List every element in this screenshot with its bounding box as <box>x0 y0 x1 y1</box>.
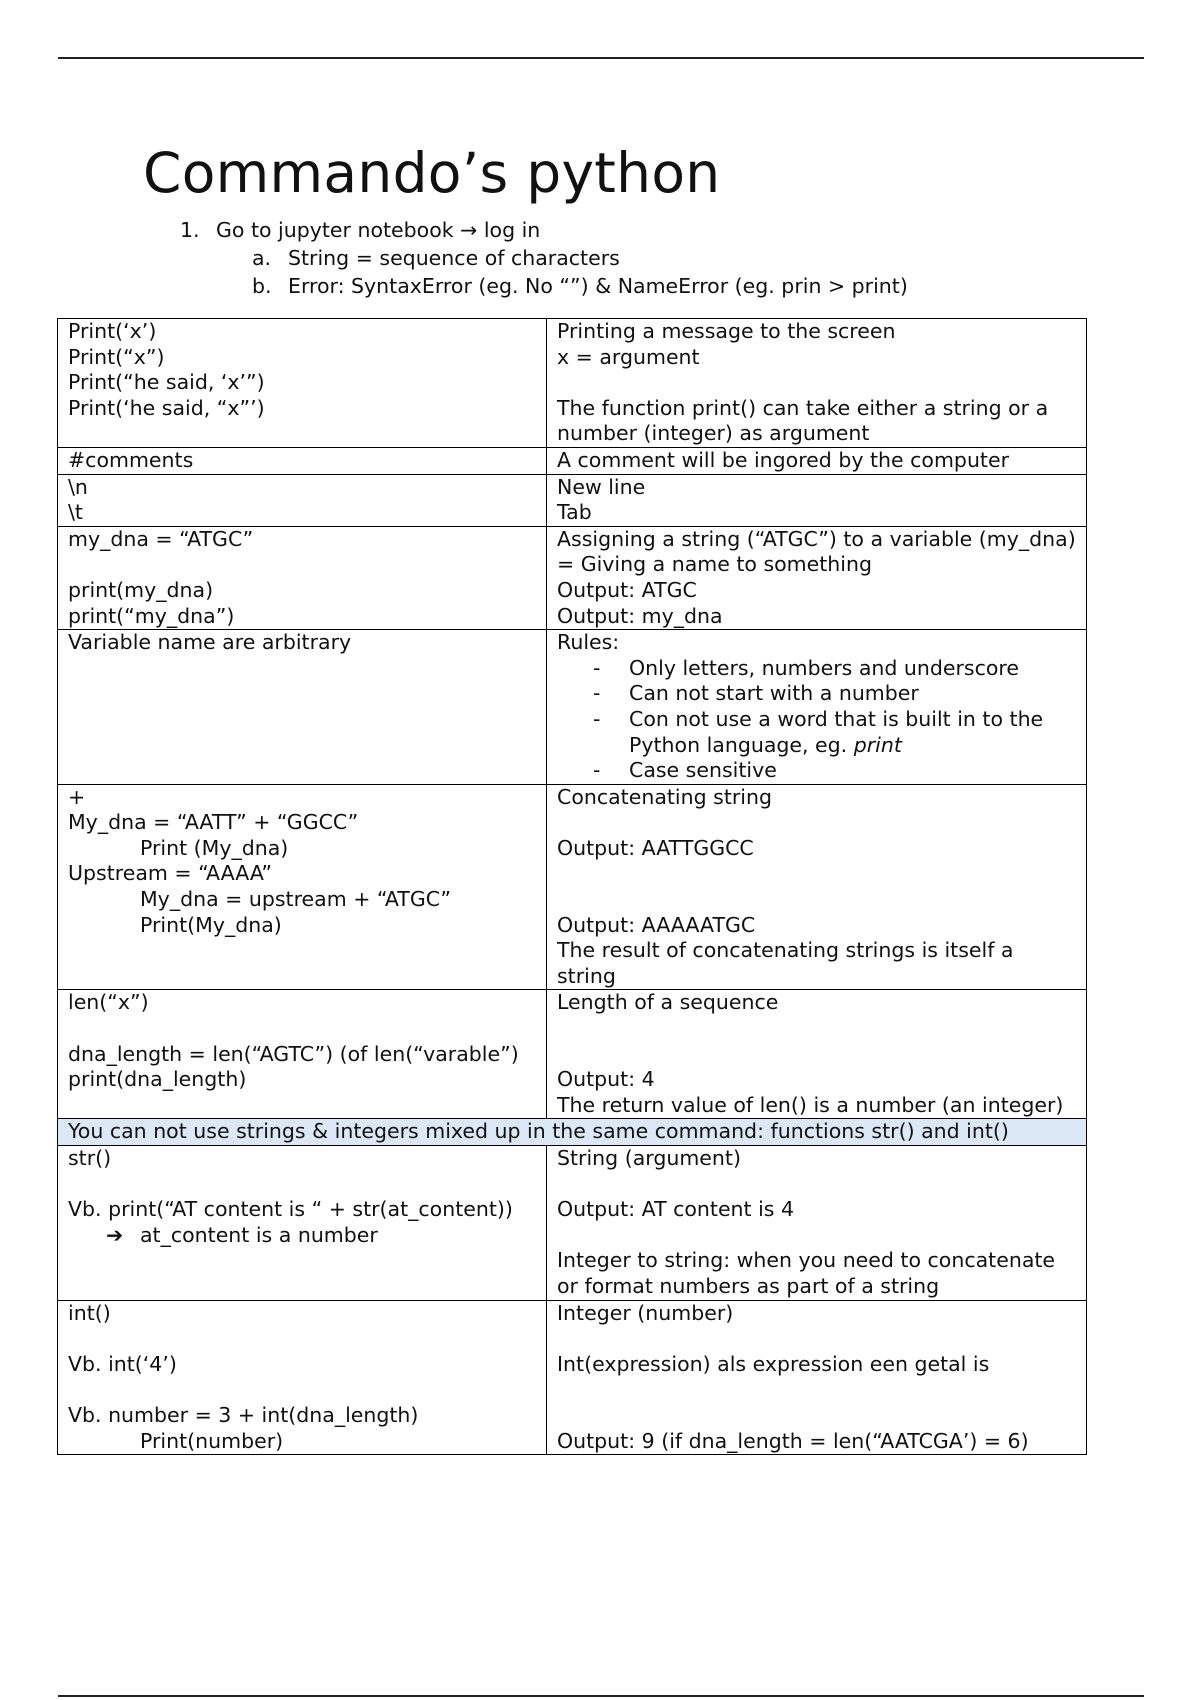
code-line: \t <box>68 500 83 525</box>
outline-sub-item-a <box>180 244 908 272</box>
code-line: Print(“he said, ‘x’”) <box>68 370 265 395</box>
code-line: my_dna = “ATGC” <box>68 526 254 551</box>
code-line: dna_length = len(“AGTC”) (of len(“varable”) <box>68 1041 519 1066</box>
header-rule <box>58 57 1144 59</box>
explanation-line: String (argument) <box>557 1146 741 1170</box>
code-line: print(dna_length) <box>68 1067 247 1092</box>
list-item <box>593 707 1076 758</box>
explanation-line: Output: AAAAATGC <box>557 912 756 937</box>
outline-list <box>180 216 908 300</box>
explanation-line: Integer (number) <box>557 1300 734 1325</box>
explanation-line: x = argument <box>557 344 700 369</box>
cell-comments-explanation <box>547 447 1087 474</box>
table-row-escapes <box>58 474 1087 526</box>
explanation-line: The return value of len() is a number (an integer) <box>557 1092 1064 1117</box>
arrow-note <box>68 1223 536 1249</box>
code-line: Print(My_dna) <box>140 912 282 937</box>
outline-sub-item-b <box>180 272 908 300</box>
rules-list <box>557 656 1076 784</box>
cell-variable-names-code <box>58 630 547 785</box>
explanation-line: Assigning a string (“ATGC”) to a variable (my_dna) = Giving a name to something <box>557 526 1076 577</box>
dash-bullet: - <box>593 706 601 731</box>
list-item <box>593 758 1076 784</box>
table-row-type-note <box>58 1119 1087 1146</box>
cell-escapes-explanation <box>547 474 1087 526</box>
outline-sub-item-a-label: a. <box>252 246 272 270</box>
cell-variable-code <box>58 526 547 629</box>
page-title: Commando’s python <box>143 141 721 205</box>
code-line: My_dna = “AATT” + “GGCC” <box>68 810 359 835</box>
code-line: My_dna = upstream + “ATGC” <box>140 887 452 912</box>
cell-int-explanation <box>547 1300 1087 1455</box>
dash-bullet: - <box>593 758 601 783</box>
code-line: Upstream = “AAAA” <box>68 861 272 886</box>
code-line: + <box>68 784 86 809</box>
cell-variable-names-rules <box>547 630 1087 785</box>
code-line: Print (My_dna) <box>140 835 289 860</box>
code-line: \n <box>68 474 88 499</box>
explanation-line: Output: 9 (if dna_length = len(“AATCGA’) = 6) <box>557 1428 1029 1453</box>
outline-sub-item-b-text: Error: SyntaxError (eg. No “”) & NameError (eg. prin > print) <box>288 274 908 298</box>
cell-str-code <box>58 1146 547 1301</box>
cell-concatenation-code <box>58 784 547 990</box>
dash-bullet: - <box>593 655 601 680</box>
explanation-line: Printing a message to the screen <box>557 319 896 343</box>
code-line: str() <box>68 1146 112 1170</box>
cell-comments-code <box>58 447 547 474</box>
rule-text: Case sensitive <box>629 758 777 783</box>
code-line: Vb. number = 3 + int(dna_length) <box>68 1402 419 1427</box>
highlight-note: You can not use strings & integers mixed up in the same command: functions str() and int() <box>68 1119 1009 1144</box>
rule-text-emphasis: print <box>853 732 902 757</box>
cell-escapes-code <box>58 474 547 526</box>
outline-item-1 <box>180 216 908 244</box>
code-line: print(my_dna) <box>68 577 214 602</box>
explanation-line: Tab <box>557 500 592 525</box>
table-row-variable <box>58 526 1087 629</box>
rule-text-main: Con not use a word that is built in to the Python language, eg. <box>629 706 1044 757</box>
explanation-line: New line <box>557 474 646 499</box>
notes-table <box>57 318 1087 1455</box>
rule-text <box>629 707 1076 758</box>
code-line: Variable name are arbitrary <box>68 630 352 655</box>
outline-item-1-number: 1. <box>180 218 200 242</box>
outline-sub-item-a-text: String = sequence of characters <box>288 246 620 270</box>
cell-length-code <box>58 990 547 1119</box>
explanation-line: Output: AATTGGCC <box>557 835 754 860</box>
list-item <box>593 656 1076 682</box>
cell-print-explanation <box>547 319 1087 448</box>
footer-rule <box>58 1695 1144 1697</box>
explanation-line: The function print() can take either a string or a number (integer) as argument <box>557 395 1049 446</box>
explanation-line: Integer to string: when you need to concatenate or format numbers as part of a string <box>557 1248 1056 1298</box>
code-line: Print(“x”) <box>68 344 165 369</box>
code-line: Print(‘he said, “x”’) <box>68 395 265 420</box>
list-item <box>593 681 1076 707</box>
rule-text: Can not start with a number <box>629 681 919 706</box>
cell-print-code <box>58 319 547 448</box>
cell-concatenation-explanation <box>547 784 1087 990</box>
outline-sub-item-b-label: b. <box>252 274 272 298</box>
cell-variable-explanation <box>547 526 1087 629</box>
table-row-str <box>58 1146 1087 1301</box>
explanation-line: Output: AT content is 4 <box>557 1197 795 1222</box>
rule-text: Only letters, numbers and underscore <box>629 655 1020 680</box>
cell-str-explanation <box>547 1146 1087 1301</box>
explanation-line: Output: my_dna <box>557 603 723 628</box>
table-row-length <box>58 990 1087 1119</box>
explanation-line: Output: 4 <box>557 1067 655 1092</box>
code-line: Vb. print(“AT content is “ + str(at_content)) <box>68 1197 513 1222</box>
code-line: at_content is a number <box>140 1222 378 1247</box>
table-row-print <box>58 319 1087 448</box>
cell-int-code <box>58 1300 547 1455</box>
explanation-line: A comment will be ingored by the computer <box>557 447 1010 472</box>
arrow-icon: ➔ <box>106 1222 124 1247</box>
cell-type-note <box>58 1119 1087 1146</box>
cell-length-explanation <box>547 990 1087 1119</box>
table-row-concatenation <box>58 784 1087 990</box>
code-line: int() <box>68 1300 111 1325</box>
code-line: Print(‘x’) <box>68 319 157 343</box>
outline-item-1-text: Go to jupyter notebook → log in <box>216 218 541 242</box>
code-line: Print(number) <box>140 1428 284 1453</box>
explanation-line: Int(expression) als expression een getal is <box>557 1351 990 1376</box>
rules-heading: Rules: <box>557 630 620 655</box>
explanation-line: Output: ATGC <box>557 577 697 602</box>
code-line: len(“x”) <box>68 990 149 1015</box>
table-row-variable-names <box>58 630 1087 785</box>
explanation-line: Length of a sequence <box>557 990 779 1015</box>
table-row-int <box>58 1300 1087 1455</box>
code-line: #comments <box>68 447 194 472</box>
code-line: Vb. int(‘4’) <box>68 1351 177 1376</box>
table-row-comments <box>58 447 1087 474</box>
dash-bullet: - <box>593 681 601 706</box>
explanation-line: The result of concatenating strings is itself a string <box>557 938 1014 988</box>
explanation-line: Concatenating string <box>557 784 772 809</box>
code-line: print(“my_dna”) <box>68 603 235 628</box>
